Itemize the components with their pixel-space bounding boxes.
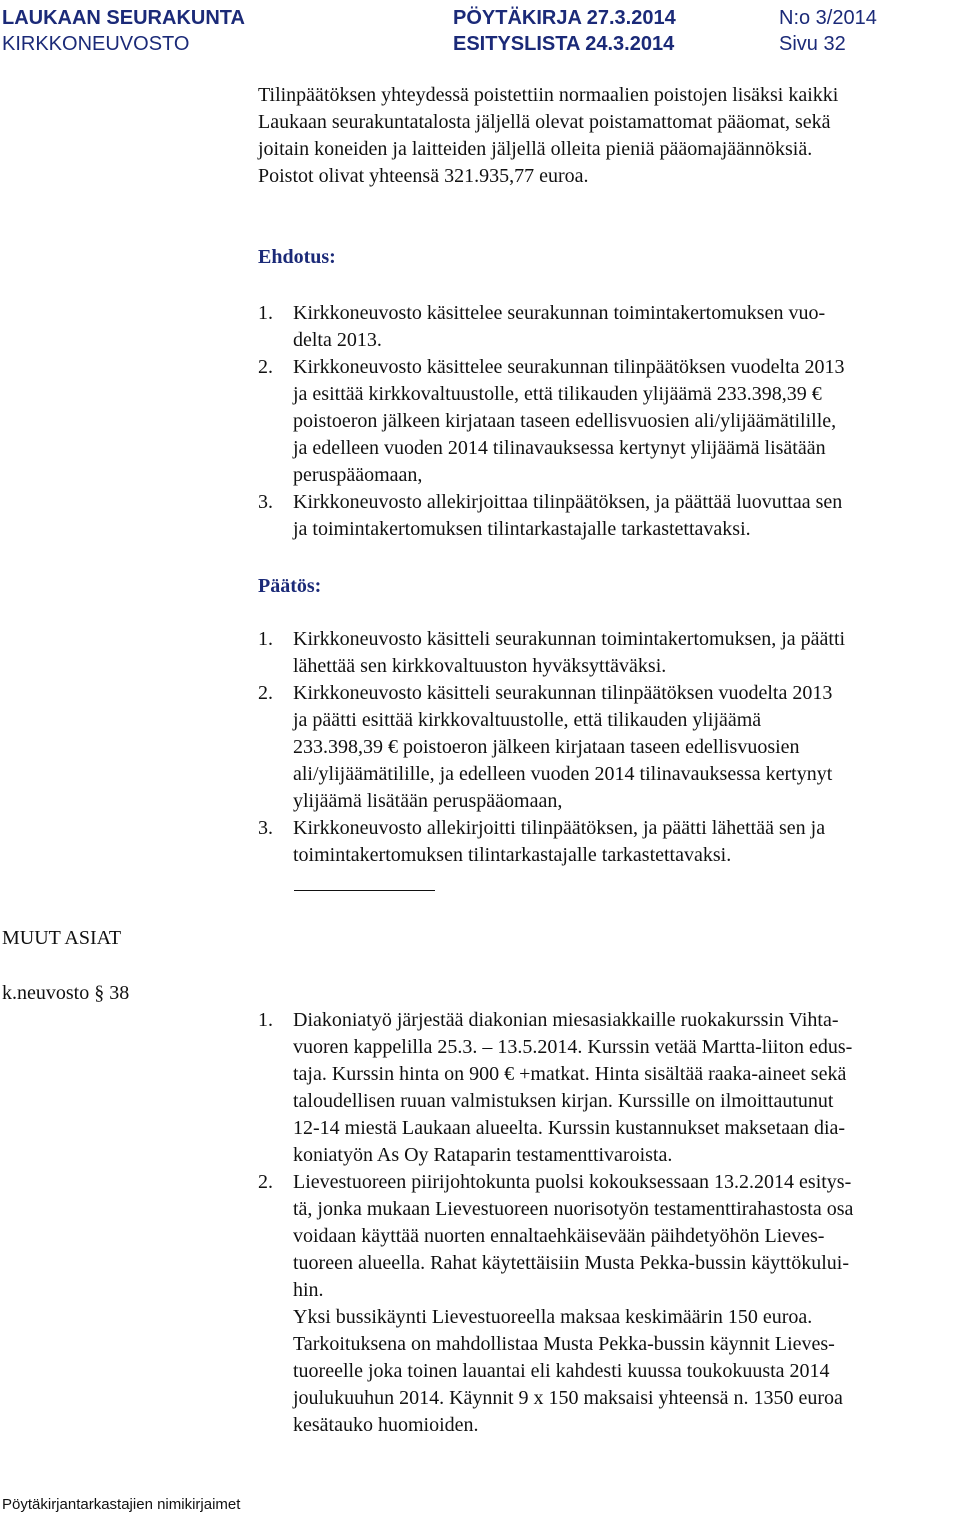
decision-item-line: lähettää sen kirkkovaltuuston hyväksyttäväksi. — [293, 655, 667, 677]
other-item-line: tä, jonka mukaan Lievestuoreen nuorisotyön testamenttirahastosta osa — [293, 1198, 854, 1220]
decision-item-line: 233.398,39 € poistoeron jälkeen kirjataan taseen edellisvuosien — [293, 736, 800, 758]
other-item-number: 1. — [258, 1009, 273, 1031]
proposal-item-line: ja edelleen vuoden 2014 tilinavauksessa kertynyt ylijäämä lisätään — [293, 437, 826, 459]
proposal-item-line: ja esittää kirkkovaltuustolle, että tilikauden ylijäämä 233.398,39 € — [293, 383, 822, 405]
header-agenda: ESITYSLISTA 24.3.2014 — [453, 33, 675, 55]
other-item-line: vuoren kappelilla 25.3. – 13.5.2014. Kurssin vetää Martta-liiton edus- — [293, 1036, 853, 1058]
other-item — [258, 1169, 853, 1439]
decision-item-line: Kirkkoneuvosto allekirjoitti tilinpäätöksen, ja päätti lähettää sen ja — [293, 817, 826, 839]
proposal-item — [258, 354, 845, 489]
other-item-number: 2. — [258, 1171, 273, 1193]
proposal-item-line: peruspääomaan, — [293, 464, 423, 486]
decision-item-line: Kirkkoneuvosto käsitteli seurakunnan toimintakertomuksen, ja päätti — [293, 628, 846, 650]
other-item-line: 12-14 miestä Laukaan alueelta. Kurssin kustannukset maksetaan dia- — [293, 1117, 846, 1139]
decision-item-number: 1. — [258, 628, 273, 650]
other-item-line: koniatyön As Oy Rataparin testamenttivaroista. — [293, 1144, 673, 1166]
proposal-item-line: poistoeron jälkeen kirjataan taseen edellisvuosien ali/ylijäämätilille, — [293, 410, 837, 432]
section-title-other: MUUT ASIAT — [2, 927, 122, 949]
decision-item-number: 3. — [258, 817, 273, 839]
other-item — [258, 1007, 853, 1169]
other-item-line: hin. — [293, 1279, 324, 1301]
decision-item-line: ali/ylijäämätilille, ja edelleen vuoden 2014 tilinavauksessa kertynyt — [293, 763, 833, 785]
header-org: LAUKAAN SEURAKUNTA — [2, 7, 245, 29]
intro-line: Poistot olivat yhteensä 321.935,77 euroa. — [258, 165, 589, 187]
intro-line: Laukaan seurakuntatalosta jäljellä olevat poistamattomat pääomat, sekä — [258, 111, 831, 133]
decision-heading: Päätös: — [258, 575, 322, 597]
other-item-line: joulukuuhun 2014. Käynnit 9 x 150 maksaisi yhteensä n. 1350 euroa — [293, 1387, 843, 1409]
other-item-line: tuoreen alueella. Rahat käytettäisiin Musta Pekka-bussin käyttökului- — [293, 1252, 849, 1274]
other-item-line: Yksi bussikäynti Lievestuoreella maksaa keskimäärin 150 euroa. — [293, 1306, 813, 1328]
decision-item-number: 2. — [258, 682, 273, 704]
proposal-item-number: 3. — [258, 491, 273, 513]
proposal-item-line: ja toimintakertomuksen tilintarkastajalle tarkastettavaksi. — [293, 518, 751, 540]
decision-item-line: toimintakertomuksen tilintarkastajalle tarkastettavaksi. — [293, 844, 732, 866]
intro-line: Tilinpäätöksen yhteydessä poistettiin normaalien poistojen lisäksi kaikki — [258, 84, 839, 106]
intro-paragraph — [258, 82, 838, 190]
other-item-line: taja. Kurssin hinta on 900 € +matkat. Hinta sisältää raaka-aineet sekä — [293, 1063, 847, 1085]
proposal-item — [258, 300, 845, 354]
header-number: N:o 3/2014 — [779, 7, 877, 29]
proposal-item-number: 2. — [258, 356, 273, 378]
intro-line: joitain koneiden ja laitteiden jäljellä olleita pieniä pääomajäännöksiä. — [258, 138, 813, 160]
section-reference: k.neuvosto § 38 — [2, 982, 130, 1004]
header-minutes: PÖYTÄKIRJA 27.3.2014 — [453, 7, 676, 29]
proposal-item-number: 1. — [258, 302, 273, 324]
footer-initials-label: Pöytäkirjantarkastajien nimikirjaimet — [2, 1496, 241, 1513]
other-list — [258, 1007, 853, 1439]
decision-item-line: ylijäämä lisätään peruspääomaan, — [293, 790, 563, 812]
other-item-line: kesätauko huomioiden. — [293, 1414, 479, 1436]
decision-item — [258, 815, 845, 869]
other-item-line: Lievestuoreen piirijohtokunta puolsi kokouksessaan 13.2.2014 esitys- — [293, 1171, 852, 1193]
other-item-line: tuoreelle joka toinen lauantai eli kahdesti kuussa toukokuusta 2014 — [293, 1360, 830, 1382]
decision-item — [258, 680, 845, 815]
other-item-line: voidaan käyttää nuorten ennaltaehkäisevään päihdetyöhön Lieves- — [293, 1225, 825, 1247]
section-divider — [294, 890, 435, 891]
other-item-line: Diakoniatyö järjestää diakonian miesasiakkaille ruokakurssin Vihta- — [293, 1009, 839, 1031]
proposal-heading: Ehdotus: — [258, 246, 336, 268]
header-page: Sivu 32 — [779, 33, 846, 55]
decision-item-line: Kirkkoneuvosto käsitteli seurakunnan tilinpäätöksen vuodelta 2013 — [293, 682, 833, 704]
decision-list — [258, 626, 845, 869]
proposal-item-line: Kirkkoneuvosto allekirjoittaa tilinpäätöksen, ja päättää luovuttaa sen — [293, 491, 843, 513]
proposal-item-line: Kirkkoneuvosto käsittelee seurakunnan tilinpäätöksen vuodelta 2013 — [293, 356, 845, 378]
other-item-line: Tarkoituksena on mahdollistaa Musta Pekka-bussin käynnit Lieves- — [293, 1333, 835, 1355]
header-body: KIRKKONEUVOSTO — [2, 33, 190, 55]
other-item-line: taloudellisen ruuan valmistuksen kirjan. Kurssille on ilmoittautunut — [293, 1090, 834, 1112]
proposal-item — [258, 489, 845, 543]
proposal-list — [258, 300, 845, 543]
decision-item — [258, 626, 845, 680]
decision-item-line: ja päätti esittää kirkkovaltuustolle, että tilikauden ylijäämä — [293, 709, 762, 731]
proposal-item-line: Kirkkoneuvosto käsittelee seurakunnan toimintakertomuksen vuo- — [293, 302, 826, 324]
proposal-item-line: delta 2013. — [293, 329, 382, 351]
